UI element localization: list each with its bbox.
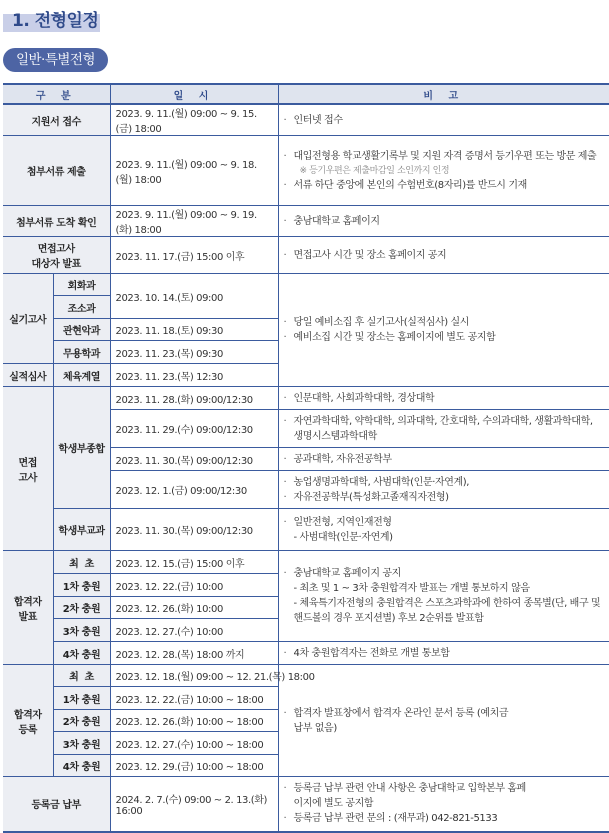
note: · 인문대학, 사회과학대학, 경상대학 — [284, 391, 605, 406]
group-label — [3, 387, 53, 551]
dept-label: 무용학과 — [53, 341, 110, 364]
note: · 대입전형용 학교생활기록부 및 지원 자격 증명서 등기우편 또는 방문 제출 — [284, 149, 605, 164]
note: · 농업생명과학대학, 사범대학(인문·자연계), — [284, 475, 605, 490]
row-label — [3, 237, 110, 274]
row-notes — [278, 551, 609, 642]
table-row — [3, 777, 609, 832]
row-date: 2023. 12. 28.(목) 18:00 까지 — [110, 642, 278, 665]
row-notes — [278, 387, 609, 410]
schedule-table — [3, 83, 609, 833]
row-date: 2023. 11. 28.(화) 09:00/12:30 — [110, 387, 278, 410]
round-label: 2차 충원 — [53, 710, 110, 732]
row-date: 2023. 11. 23.(목) 12:30 — [110, 364, 278, 387]
row-date: 2023. 9. 11.(월) 09:00 ~ 9. 15.(금) 18:00 — [110, 104, 278, 136]
row-notes — [278, 237, 609, 274]
header-remarks: 비 고 — [278, 84, 609, 104]
note-sub: - 최초 및 1 ~ 3차 충원합격자 발표는 개별 통보하지 않음 — [293, 583, 530, 594]
label-line: 면접 — [18, 457, 38, 469]
table-row — [3, 387, 609, 410]
label-line: 합격자 — [13, 709, 42, 721]
dept-label: 체육계열 — [53, 364, 110, 387]
row-date: 2023. 9. 11.(월) 09:00 ~ 9. 19.(화) 18:00 — [110, 206, 278, 237]
note-sub: - 사범대학(인문·자연계) — [293, 531, 393, 543]
page-title — [3, 6, 98, 31]
row-date: 2023. 12. 1.(금) 09:00/12:30 — [110, 471, 278, 509]
round-label: 1차 충원 — [53, 687, 110, 710]
header-schedule: 일 시 — [110, 84, 278, 104]
note: · 당일 예비소집 후 실기고사(실적심사) 실시 — [284, 315, 605, 330]
group-label: 실적심사 — [3, 364, 53, 387]
note: · 등록금 납부 관련 안내 사항은 충남대학교 입학본부 홈페이지에 별도 공지함 — [284, 781, 534, 811]
section-pill: 일반·특별전형 — [3, 48, 108, 72]
group-label — [3, 665, 53, 777]
row-date: 2023. 12. 22.(금) 10:00 ~ 18:00 — [110, 687, 278, 710]
row-date: 2023. 11. 18.(토) 09:30 — [110, 319, 278, 341]
round-label: 4차 충원 — [53, 642, 110, 665]
note: · 공과대학, 자유전공학부 — [284, 452, 605, 467]
note: · 면접고사 시간 및 장소 홈페이지 공지 — [284, 248, 605, 263]
row-notes — [278, 665, 609, 777]
note-sub: - 체육특기자전형의 충원합격은 스포츠과학과에 한하여 종목별(단, 배구 및 핸드볼의 경우 포지션별) 후보 2순위를 발표함 — [293, 598, 601, 624]
round-label: 3차 충원 — [53, 732, 110, 755]
note: · 자연과학대학, 약학대학, 의과대학, 간호대학, 수의과대학, 생활과학대학, 생명시스템과학대학 — [284, 414, 605, 444]
header-category: 구 분 — [3, 84, 110, 104]
row-date: 2023. 9. 11.(월) 09:00 ~ 9. 18.(월) 18:00 — [110, 136, 278, 206]
row-date: 2023. 12. 15.(금) 15:00 이후 — [110, 551, 278, 574]
row-date: 2023. 12. 27.(수) 10:00 — [110, 619, 278, 642]
row-date: 2023. 12. 29.(금) 10:00 ~ 18:00 — [110, 755, 278, 777]
table-row — [3, 509, 609, 551]
label-line: 고사 — [18, 472, 38, 484]
row-label: 지원서 접수 — [3, 104, 110, 136]
table-row — [3, 237, 609, 274]
dept-label: 관현악과 — [53, 319, 110, 341]
row-notes — [278, 471, 609, 509]
round-label: 최 초 — [53, 551, 110, 574]
row-date: 2023. 12. 26.(화) 10:00 — [110, 597, 278, 619]
row-notes — [278, 136, 609, 206]
row-notes — [278, 104, 609, 136]
note: · 합격자 발표창에서 합격자 온라인 문서 등록 (예치금 납부 없음) — [284, 706, 514, 736]
row-date: 2023. 12. 22.(금) 10:00 — [110, 574, 278, 597]
note-sub: ※ 등기우편은 제출마감일 소인까지 인정 — [299, 165, 450, 176]
group-label — [3, 551, 53, 665]
table-header — [3, 84, 609, 104]
row-label: 등록금 납부 — [3, 777, 110, 832]
round-label: 3차 충원 — [53, 619, 110, 642]
note: · 인터넷 접수 — [284, 113, 605, 128]
table-row — [3, 206, 609, 237]
row-notes — [278, 410, 609, 448]
label-line: 등록 — [18, 724, 38, 736]
row-date: 2023. 11. 30.(목) 09:00/12:30 — [110, 448, 278, 471]
row-date: 2023. 11. 29.(수) 09:00/12:30 — [110, 410, 278, 448]
note: · 4차 충원합격자는 전화로 개별 통보함 — [284, 646, 605, 661]
round-label: 2차 충원 — [53, 597, 110, 619]
row-date: 2023. 11. 30.(목) 09:00/12:30 — [110, 509, 278, 551]
type-label: 학생부교과 — [53, 509, 110, 551]
row-notes — [278, 206, 609, 237]
type-label: 학생부종합 — [53, 387, 110, 509]
table-row — [3, 665, 609, 687]
table-row — [3, 136, 609, 206]
dept-label: 회화과 — [53, 274, 110, 296]
row-date: 2023. 12. 27.(수) 10:00 ~ 18:00 — [110, 732, 278, 755]
note: · 예비소집 시간 및 장소는 홈페이지에 별도 공지함 — [284, 330, 605, 345]
label-line: 합격자 — [13, 596, 42, 608]
row-notes — [278, 448, 609, 471]
table-row — [3, 642, 609, 665]
round-label: 1차 충원 — [53, 574, 110, 597]
note: · 일반전형, 지역인재전형 — [284, 515, 605, 530]
row-notes — [278, 777, 609, 832]
note: · 자유전공학부(특성화고졸재직자전형) — [284, 490, 605, 505]
row-notes — [278, 642, 609, 665]
row-date: 2023. 12. 26.(화) 10:00 ~ 18:00 — [110, 710, 278, 732]
round-label: 최 초 — [53, 665, 110, 687]
page-title-text: 1. 전형일정 — [12, 11, 99, 31]
table-row — [3, 104, 609, 136]
row-date: 2023. 11. 17.(금) 15:00 이후 — [110, 237, 278, 274]
note: · 충남대학교 홈페이지 공지 — [284, 566, 605, 581]
round-label: 4차 충원 — [53, 755, 110, 777]
label-line: 면접고사 — [37, 244, 75, 255]
note: · 충남대학교 홈페이지 — [284, 214, 605, 229]
table-row — [3, 274, 609, 296]
dept-label: 조소과 — [53, 296, 110, 319]
row-date: 2023. 12. 18.(월) 09:00 ~ 12. 21.(목) 18:00 — [110, 665, 278, 687]
group-label: 실기고사 — [3, 274, 53, 364]
row-label: 첨부서류 제출 — [3, 136, 110, 206]
table-row — [3, 551, 609, 574]
note: · 등록금 납부 관련 문의 : (재무과) 042-821-5133 — [284, 811, 605, 826]
row-notes — [278, 509, 609, 551]
row-label: 첨부서류 도착 확인 — [3, 206, 110, 237]
row-date: 2023. 10. 14.(토) 09:00 — [110, 274, 278, 319]
note: · 서류 하단 중앙에 본인의 수험번호(8자리)를 반드시 기재 — [284, 178, 605, 193]
row-notes — [278, 274, 609, 387]
label-line: 발표 — [18, 611, 38, 623]
label-line: 대상자 발표 — [31, 259, 81, 270]
row-date: 2024. 2. 7.(수) 09:00 ~ 2. 13.(화) 16:00 — [110, 777, 278, 832]
row-date: 2023. 11. 23.(목) 09:30 — [110, 341, 278, 364]
